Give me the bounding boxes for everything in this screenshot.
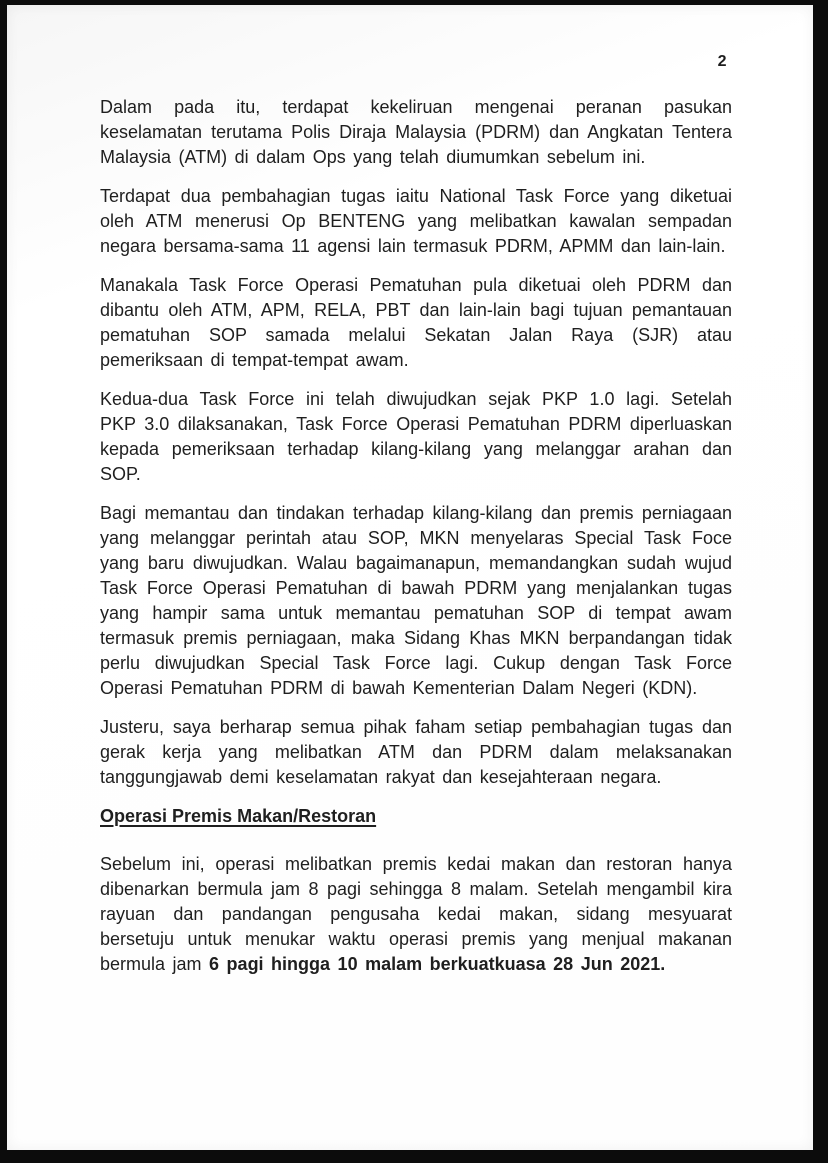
body-paragraph: Bagi memantau dan tindakan terhadap kilang-kilang dan premis perniagaan yang melanggar perintah atau SOP, MKN menyelaras Special Task Foce yang baru diwujudkan. Walau bagaimanapun, memandangkan sudah wujud Task Force Operasi Pematuhan di bawah PDRM yang menjalankan tugas yang hampir sama untuk memantau pematuhan SOP di tempat awam termasuk premis perniagaan, maka Sidang Khas MKN berpandangan tidak perlu diwujudkan Special Task Force lagi. Cukup dengan Task Force Operasi Pematuhan PDRM di bawah Kementerian Dalam Negeri (KDN). (100, 503, 732, 698)
body-paragraph: Justeru, saya berharap semua pihak faham setiap pembahagian tugas dan gerak kerja yang melibatkan ATM dan PDRM dalam melaksanakan tanggungjawab demi keselamatan rakyat dan kesejahteraan negara. (100, 717, 732, 787)
document-page (7, 5, 813, 1150)
body-paragraph: Kedua-dua Task Force ini telah diwujudkan sejak PKP 1.0 lagi. Setelah PKP 3.0 dilaksanakan, Task Force Operasi Pematuhan PDRM diperluaskan kepada pemeriksaan terhadap kilang-kilang yang melanggar arahan dan SOP. (100, 389, 732, 484)
body-paragraph: Dalam pada itu, terdapat kekeliruan mengenai peranan pasukan keselamatan terutama Polis Diraja Malaysia (PDRM) dan Angkatan Tentera Malaysia (ATM) di dalam Ops yang telah diumumkan sebelum ini. (100, 97, 732, 167)
section-heading: Operasi Premis Makan/Restoran (100, 806, 377, 826)
final-paragraph (100, 852, 732, 977)
body-paragraph: Terdapat dua pembahagian tugas iaitu National Task Force yang diketuai oleh ATM menerusi Op BENTENG yang melibatkan kawalan sempadan negara bersama-sama 11 agensi lain termasuk PDRM, APMM dan lain-lain. (100, 186, 732, 256)
final-paragraph-bold-text: 6 pagi hingga 10 malam berkuatkuasa 28 Jun 2021. (209, 954, 666, 974)
body-paragraph: Manakala Task Force Operasi Pematuhan pula diketuai oleh PDRM dan dibantu oleh ATM, APM, RELA, PBT dan lain-lain bagi tujuan pemantauan pematuhan SOP samada melalui Sekatan Jalan Raya (SJR) atau pemeriksaan di tempat-tempat awam. (100, 275, 732, 370)
final-paragraph-normal-text: Sebelum ini, operasi melibatkan premis kedai makan dan restoran hanya dibenarkan bermula jam 8 pagi sehingga 8 malam. Setelah mengambil kira rayuan dan pandangan pengusaha kedai makan, sidang mesyuarat bersetuju untuk menukar waktu operasi premis yang menjual makanan bermula jam (100, 854, 732, 974)
page-number: 2 (717, 53, 727, 70)
document-body (100, 95, 732, 991)
